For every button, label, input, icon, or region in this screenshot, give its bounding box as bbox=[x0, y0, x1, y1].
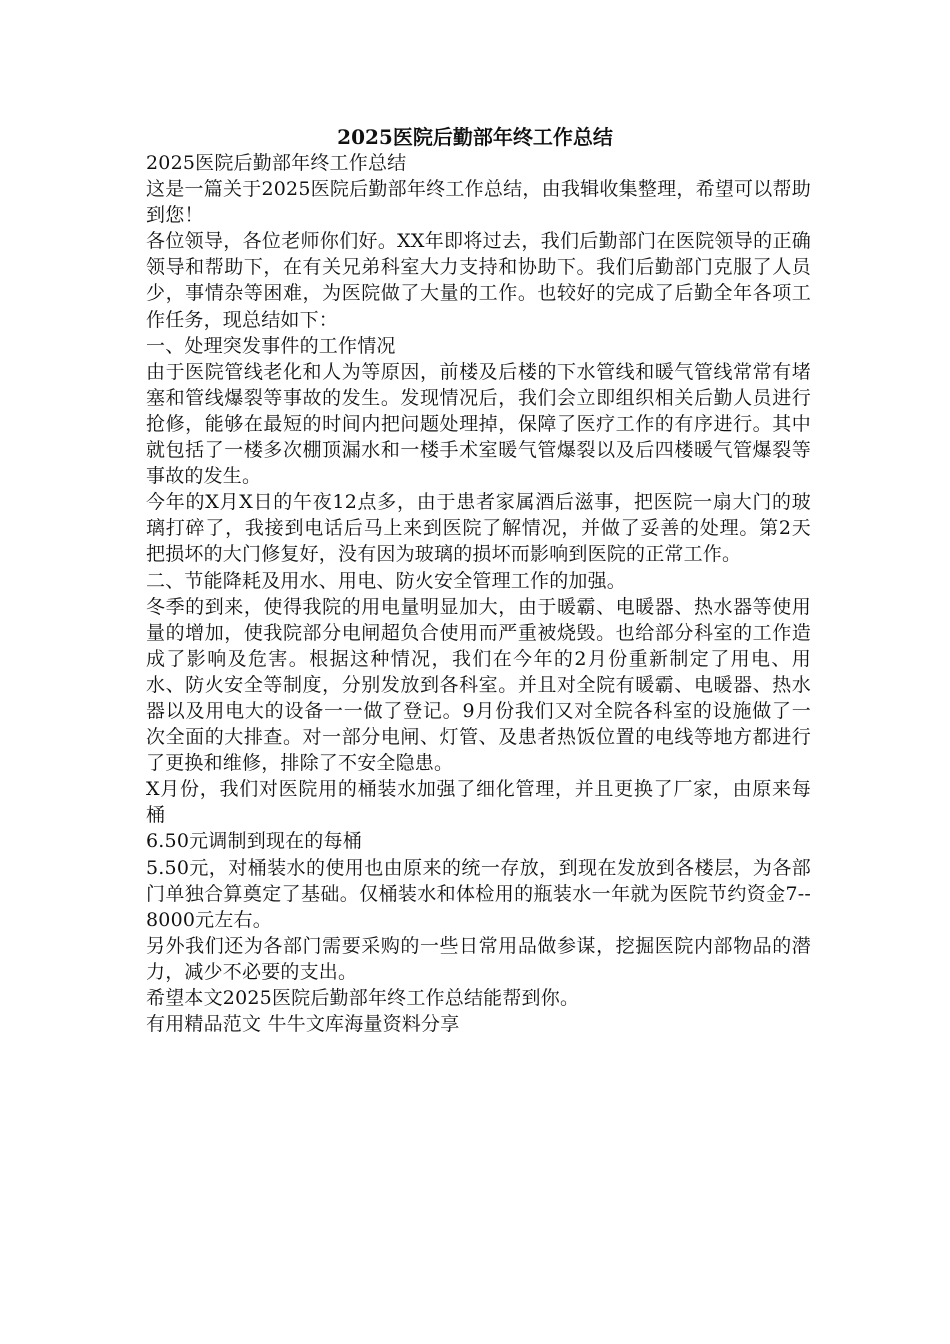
paragraph: X月份，我们对医院用的桶装水加强了细化管理，并且更换了厂家，由原来每桶 bbox=[146, 778, 811, 827]
document-title: 2025医院后勤部年终工作总结 bbox=[337, 125, 613, 149]
paragraph: 5.50元，对桶装水的使用也由原来的统一存放，到现在发放到各楼层，为各部门单独合算奠定了基础。仅桶装水和体检用的瓶装水一年就为医院节约资金7--8000元左右。 bbox=[146, 856, 811, 931]
document-body bbox=[146, 150, 811, 1037]
paragraph: 另外我们还为各部门需要采购的一些日常用品做参谋，挖掘医院内部物品的潜力，减少不必要的支出。 bbox=[146, 934, 811, 983]
paragraph-greeting: 各位领导，各位老师你们好。XX年即将过去，我们后勤部门在医院领导的正确领导和帮助下，在有关兄弟科室大力支持和协助下。我们后勤部门克服了人员少，事情杂等困难，为医院做了大量的工作。也较好的完成了后勤全年各项工作任务，现总结如下： bbox=[146, 230, 811, 331]
paragraph-closing: 希望本文2025医院后勤部年终工作总结能帮到你。 bbox=[146, 987, 580, 1009]
paragraph: 6.50元调制到现在的每桶 bbox=[146, 830, 362, 853]
section-heading-1: 一、处理突发事件的工作情况 bbox=[146, 334, 396, 357]
footer-note: 有用精品范文 牛牛文库海量资料分享 bbox=[146, 1013, 460, 1036]
paragraph: 由于医院管线老化和人为等原因，前楼及后楼的下水管线和暖气管线常常有堵塞和管线爆裂等事故的发生。发现情况后，我们会立即组织相关后勤人员进行抢修，能够在最短的时间内把问题处理掉，保障了医疗工作的有序进行。其中就包括了一楼多次棚顶漏水和一楼手术室暖气管爆裂以及后四楼暖气管爆裂等事故的发生。 bbox=[146, 360, 811, 488]
paragraph: 今年的X月X日的午夜12点多，由于患者家属酒后滋事，把医院一扇大门的玻璃打碎了，我接到电话后马上来到医院了解情况，并做了妥善的处理。第2天把损坏的大门修复好，没有因为玻璃的损坏而影响到医院的正常工作。 bbox=[146, 491, 811, 566]
paragraph-intro: 这是一篇关于2025医院后勤部年终工作总结，由我辑收集整理，希望可以帮助到您！ bbox=[146, 178, 811, 227]
paragraph: 冬季的到来，使得我院的用电量明显加大，由于暖霸、电暖器、热水器等使用量的增加，使我院部分电闸超负合使用而严重被烧毁。也给部分科室的工作造成了影响及危害。根据这种情况，我们在今年的2月份重新制定了用电、用水、防火安全等制度，分别发放到各科室。并且对全院有暖霸、电暖器、热水器以及用电大的设备一一做了登记。9月份我们又对全院各科室的设施做了一次全面的大排查。对一部分电闸、灯管、及患者热饭位置的电线等地方都进行了更换和维修，排除了不安全隐患。 bbox=[146, 595, 811, 775]
paragraph-subtitle: 2025医院后勤部年终工作总结 bbox=[146, 152, 407, 174]
section-heading-2: 二、节能降耗及用水、用电、防火安全管理工作的加强。 bbox=[146, 569, 627, 592]
